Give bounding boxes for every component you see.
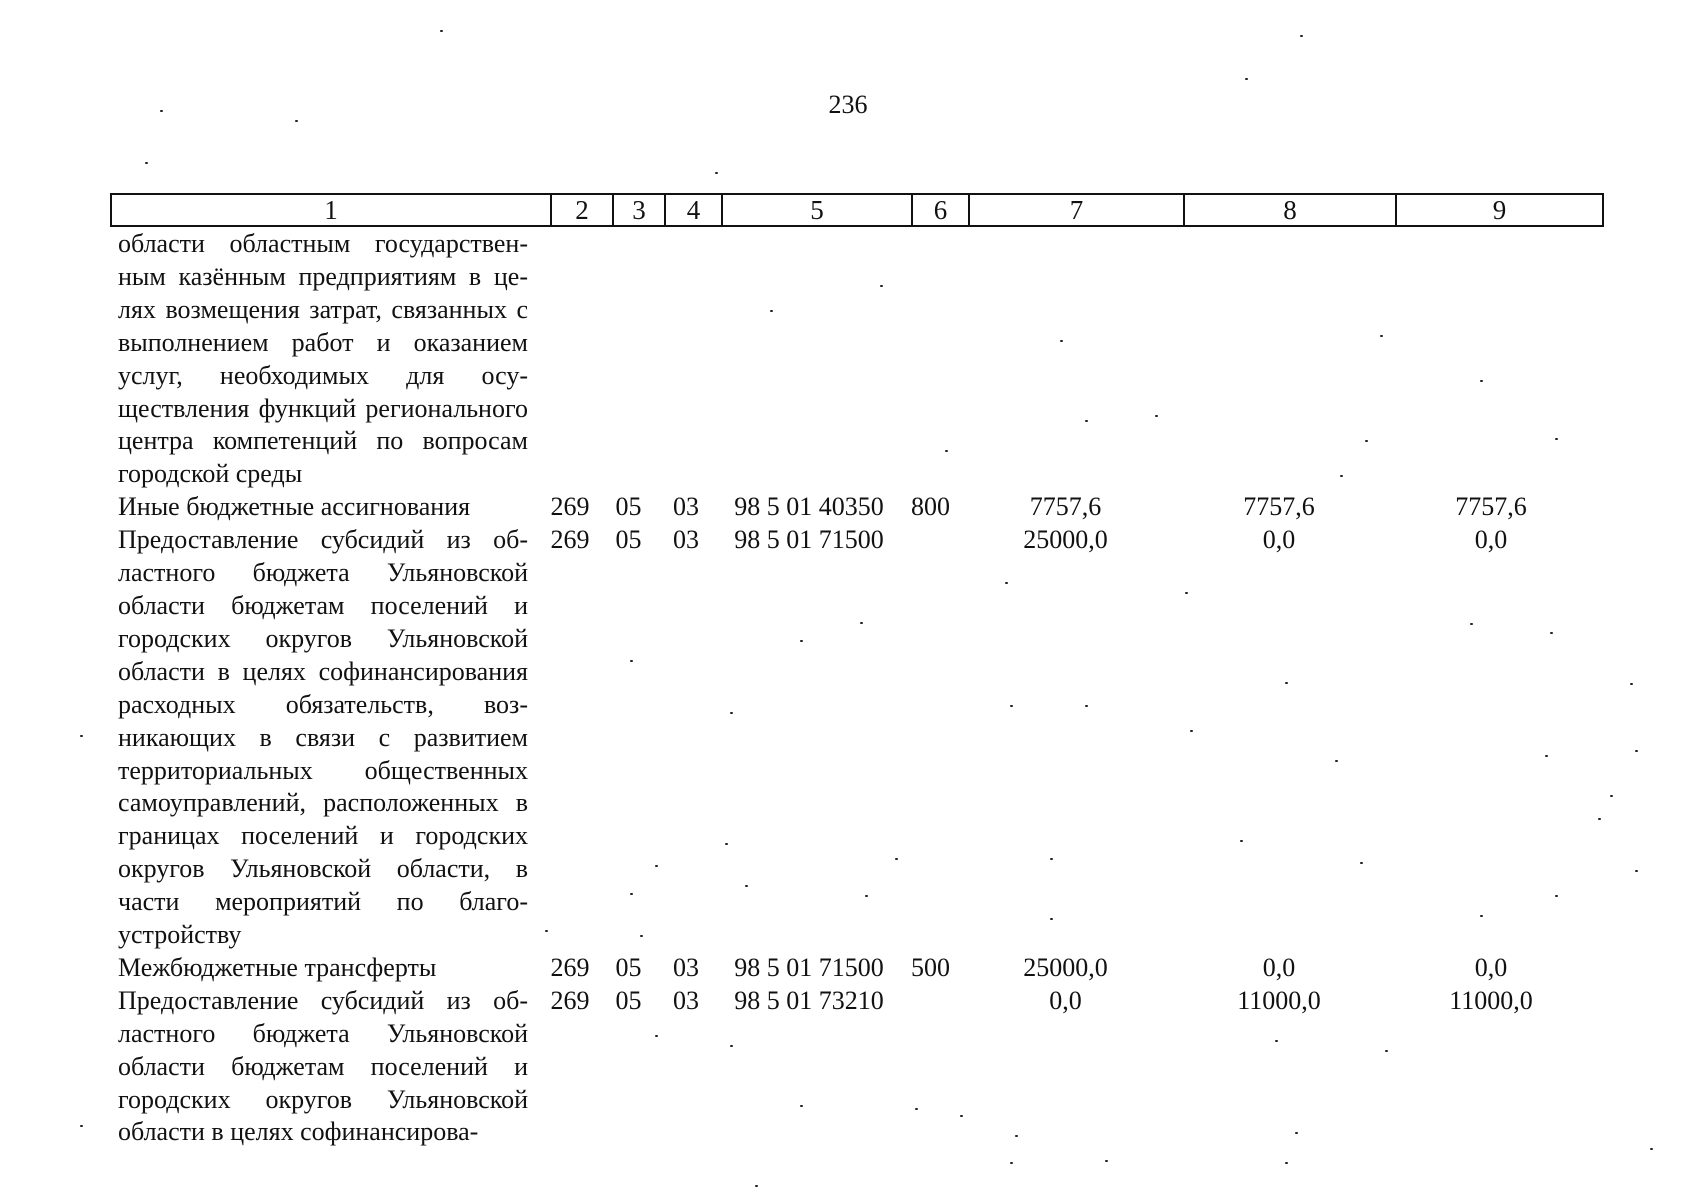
cell-subsection-code: 03 <box>673 492 699 522</box>
cell-amount-col8: 7757,6 <box>1243 492 1315 522</box>
cell-amount-col7: 0,0 <box>1049 985 1082 1015</box>
cell-amount-col7: 25000,0 <box>1023 952 1108 982</box>
table-row <box>110 228 1602 491</box>
column-header-2: 2 <box>551 194 613 226</box>
cell-amount-col9: 7757,6 <box>1455 492 1527 522</box>
cell-ministry-code: 269 <box>550 985 590 1015</box>
cell-section-code: 05 <box>615 985 642 1015</box>
row-description: Иные бюджетные ассигнования <box>118 492 471 522</box>
row-description: Межбюджетные трансферты <box>118 952 437 982</box>
column-header-row <box>110 193 1604 227</box>
row-description: Предоставление субсидий из областного бюджета Ульяновской области бюджетам поселений и городских округов Ульяновской области в целях софинансирова- <box>118 985 528 1147</box>
cell-amount-col8: 11000,0 <box>1237 985 1321 1015</box>
row-description: Предоставление субсидий из областного бюджета Ульяновской области бюджетам поселений и городских округов Ульяновской области в целях софинансирования расходных обязательств, возникающих в связи с развитием территориальных общественных самоуправлений, расположенных в границах поселений и городских округов Ульяновской области, в части мероприятий по благоустройству <box>118 525 528 950</box>
cell-ministry-code: 269 <box>550 492 590 522</box>
cell-amount-col9: 11000,0 <box>1449 985 1533 1015</box>
column-header-4: 4 <box>665 194 722 226</box>
table-row <box>110 985 1602 1150</box>
cell-section-code: 05 <box>615 525 642 555</box>
column-header-6: 6 <box>912 194 969 226</box>
cell-amount-col8: 0,0 <box>1262 952 1296 982</box>
page-number: 236 <box>828 90 868 119</box>
table-row <box>110 524 1602 952</box>
cell-ministry-code: 269 <box>550 952 590 982</box>
cell-subsection-code: 03 <box>673 952 699 982</box>
column-header-8: 8 <box>1184 194 1396 226</box>
table-row <box>110 491 1602 524</box>
budget-table-body <box>110 228 1602 1149</box>
column-header-9: 9 <box>1396 194 1603 226</box>
cell-expense-type: 500 <box>911 952 950 982</box>
cell-subsection-code: 03 <box>673 985 699 1015</box>
column-header-5: 5 <box>722 194 912 226</box>
column-header-7: 7 <box>969 194 1184 226</box>
cell-target-article: 98 5 01 40350 <box>734 492 884 522</box>
cell-amount-col9: 0,0 <box>1474 952 1508 982</box>
cell-target-article: 98 5 01 71500 <box>734 525 884 555</box>
cell-amount-col8: 0,0 <box>1262 525 1296 555</box>
cell-amount-col7: 7757,6 <box>1029 492 1102 522</box>
cell-section-code: 05 <box>615 952 642 982</box>
cell-amount-col9: 0,0 <box>1474 525 1508 555</box>
cell-section-code: 05 <box>615 492 642 522</box>
cell-ministry-code: 269 <box>550 525 590 555</box>
row-description: области областным государственным казённым предприятиям в целях возмещения затрат, связанных с выполнением работ и оказанием услуг, необходимых для осуществления функций регионального центра компетенций по вопросам городской среды <box>118 229 528 489</box>
column-header-1: 1 <box>111 194 551 226</box>
cell-expense-type: 800 <box>911 492 950 522</box>
cell-amount-col7: 25000,0 <box>1023 525 1108 555</box>
table-row <box>110 952 1602 985</box>
column-header-3: 3 <box>613 194 665 226</box>
cell-target-article: 98 5 01 71500 <box>734 952 884 982</box>
cell-target-article: 98 5 01 73210 <box>734 985 884 1015</box>
cell-subsection-code: 03 <box>673 525 699 555</box>
